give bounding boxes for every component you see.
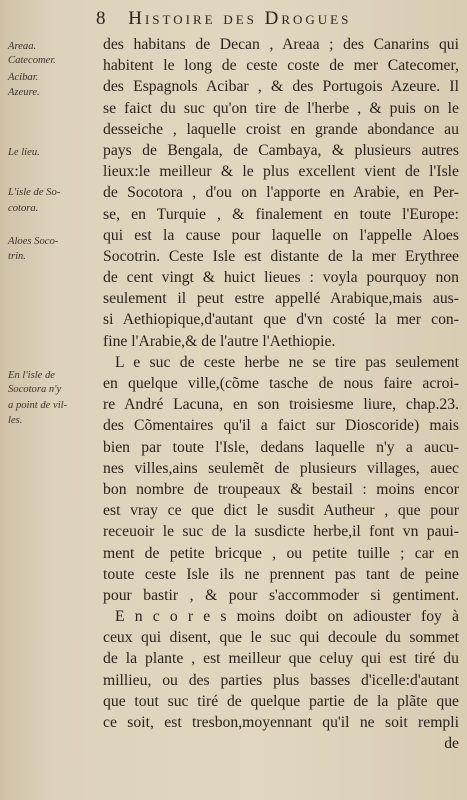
text-line: receuoir le suc de la susdicte herbe,il font vn paui- (103, 523, 459, 541)
paragraph-start-line: L e suc de ceste herbe ne se tire pas seulement (115, 353, 459, 371)
margin-note: trin. (8, 251, 26, 262)
text-line: qui est la cause pour laquelle on l'appelle Aloes (103, 226, 459, 244)
text-line: habitent le long de ceste coste de mer Catecomer, (103, 57, 459, 75)
text-line: de la plante , est meilleur que celuy qui est tiré du (103, 650, 459, 668)
text-line: fine l'Arabie,& de l'autre l'Aethiopie. (103, 332, 336, 350)
margin-note: Areaa. (8, 41, 37, 52)
text-line: re André Lacuna, en son troisiesme liure, chap.23. (103, 396, 459, 414)
margin-note: Acibar. (8, 72, 39, 83)
margin-note: les. (8, 415, 23, 426)
text-line: de Socotora , d'ou on l'apporte en Arabie, en Per- (103, 184, 459, 202)
running-header (96, 8, 457, 30)
text-line: seulement il peut estre appellé Arabique,mais aus- (103, 290, 459, 308)
text-line: se, en Turquie , & finalement en toute l'Europe: (103, 205, 459, 223)
text-line: se faict du suc qu'on tire de l'herbe , & puis on le (103, 99, 459, 117)
margin-note: L'isle de So- (8, 187, 61, 198)
text-line: en quelque ville,(cõme tasche de nous faire acroi- (103, 375, 459, 392)
margin-note: Aloes Soco- (8, 236, 59, 247)
margin-note: a point de vil- (8, 400, 68, 411)
text-line: millieu, ou des parties plus basses d'icelle:d'autant (103, 671, 459, 689)
text-line: que tout suc tiré de quelque partie de la plãte que (103, 692, 459, 710)
text-line: pays de Bengala, de Cambaya, & plusieurs autres (103, 141, 459, 159)
catchword: de (444, 735, 459, 753)
margin-note: Catecomer. (8, 55, 56, 66)
margin-note: Azeure. (8, 87, 40, 98)
text-line: si Aethiopique,d'autant que d'vn costé la mer con- (103, 311, 459, 329)
margin-note: cotora. (8, 203, 39, 214)
text-line: toute ceste Isle ils ne prennent pas tant de peine (103, 565, 459, 583)
text-line: des Cõmentaires qu'il a faict sur Dioscoride) mais (103, 417, 459, 435)
text-line: ment de petite bricque , ou petite tuille ; car en (103, 544, 459, 562)
text-line: bon nombre de troupeaux & bestail : moins encor (103, 480, 459, 498)
margin-note: Socotora n'y (8, 384, 62, 395)
page-number: 8 (96, 8, 108, 29)
text-line: ceux qui disent, que le suc qui decoule du sommet (103, 629, 459, 647)
paragraph-start-line: E n c o r e s moins doibt on adiouster foy à (115, 608, 459, 626)
body-text (103, 34, 459, 754)
text-line: lieux:le meilleur & le plus excellent vient de l'Isle (103, 163, 459, 181)
margin-note: En l'isle de (8, 370, 55, 381)
running-title: Histoire des Drogues (128, 8, 352, 29)
text-line: nes villes,ains seulemẽt de plusieurs villages, auec (103, 459, 459, 477)
text-line: de cent vingt & huict lieues : voyla pourquoy non (103, 269, 459, 287)
text-line: est vray ce que dict le susdit Autheur , que pour (103, 502, 459, 520)
text-line: ce soit, est tresbon,moyennant qu'il ne soit rempli (103, 714, 459, 731)
margin-note: Le lieu. (8, 147, 40, 158)
text-line: desseiche , laquelle croist en grande abondance au (103, 120, 459, 138)
text-line: bien par toute l'Isle, dedans laquelle n'y a aucu- (103, 438, 459, 456)
text-line: Socotrin. Ceste Isle est distante de la mer Erythree (103, 247, 459, 265)
text-line: des Espagnols Acibar , & des Portugois Azeure. Il (103, 78, 459, 96)
text-line: pour bastir , & pour s'accommoder si gentiment. (103, 586, 459, 604)
text-line: des habitans de Decan , Areaa ; des Canarins qui (103, 36, 459, 53)
